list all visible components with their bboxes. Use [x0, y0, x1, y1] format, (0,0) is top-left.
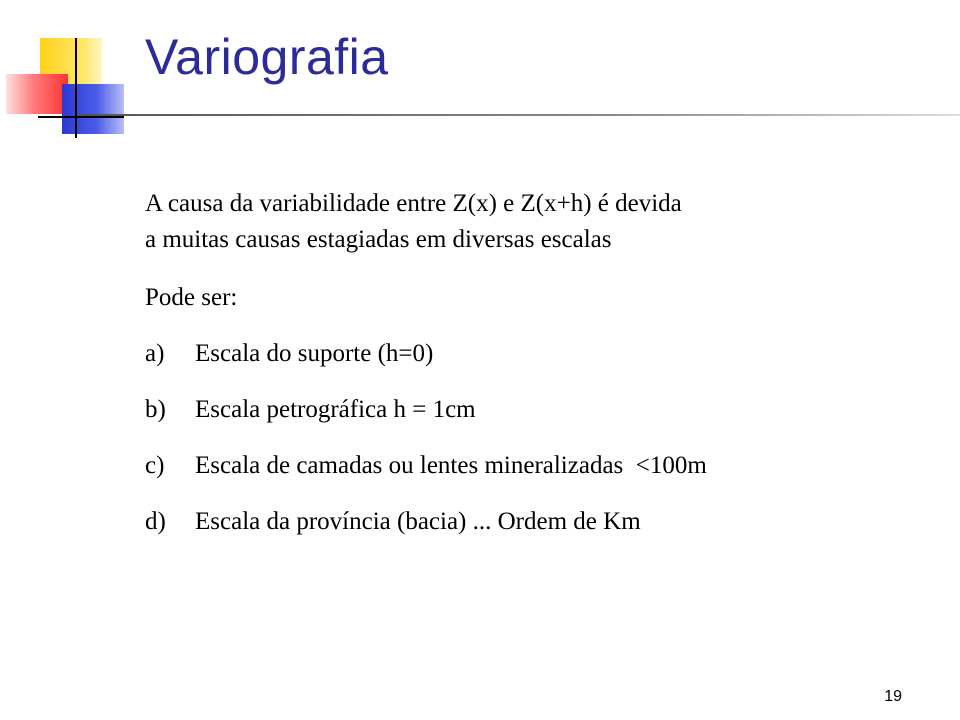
logo-horizontal-line: [38, 116, 124, 118]
list-item: [145, 336, 905, 372]
list-item-text: Escala do suporte (h=0): [195, 340, 434, 367]
lead-text: Pode ser:: [145, 284, 238, 311]
list-item-text: Escala de camadas ou lentes mineralizadas <100m: [195, 452, 707, 479]
list-item-text: Escala petrográfica h = 1cm: [195, 396, 476, 423]
logo-vertical-line: [75, 38, 77, 138]
list-marker: d): [145, 508, 166, 535]
slide-logo-decoration: [0, 0, 140, 140]
list-item: [145, 448, 905, 484]
title-underline: [78, 114, 960, 116]
intro-paragraph: [145, 186, 905, 258]
logo-blue-square: [62, 84, 124, 134]
list-marker: c): [145, 452, 165, 479]
list-marker: b): [145, 396, 166, 423]
logo-red-square: [6, 74, 68, 114]
scale-options-list: [145, 336, 905, 540]
intro-line-1: A causa da variabilidade entre Z(x) e Z(x+h) é devida: [145, 190, 682, 217]
list-item: [145, 392, 905, 428]
list-item: [145, 504, 905, 540]
page-number: 19: [884, 688, 902, 705]
slide-title: Variografia: [145, 29, 389, 85]
list-item-text: Escala da província (bacia) ... Ordem de Km: [195, 508, 641, 535]
slide-body: [145, 186, 905, 540]
list-marker: a): [145, 340, 165, 367]
intro-line-2: a muitas causas estagiadas em diversas escalas: [145, 226, 612, 253]
